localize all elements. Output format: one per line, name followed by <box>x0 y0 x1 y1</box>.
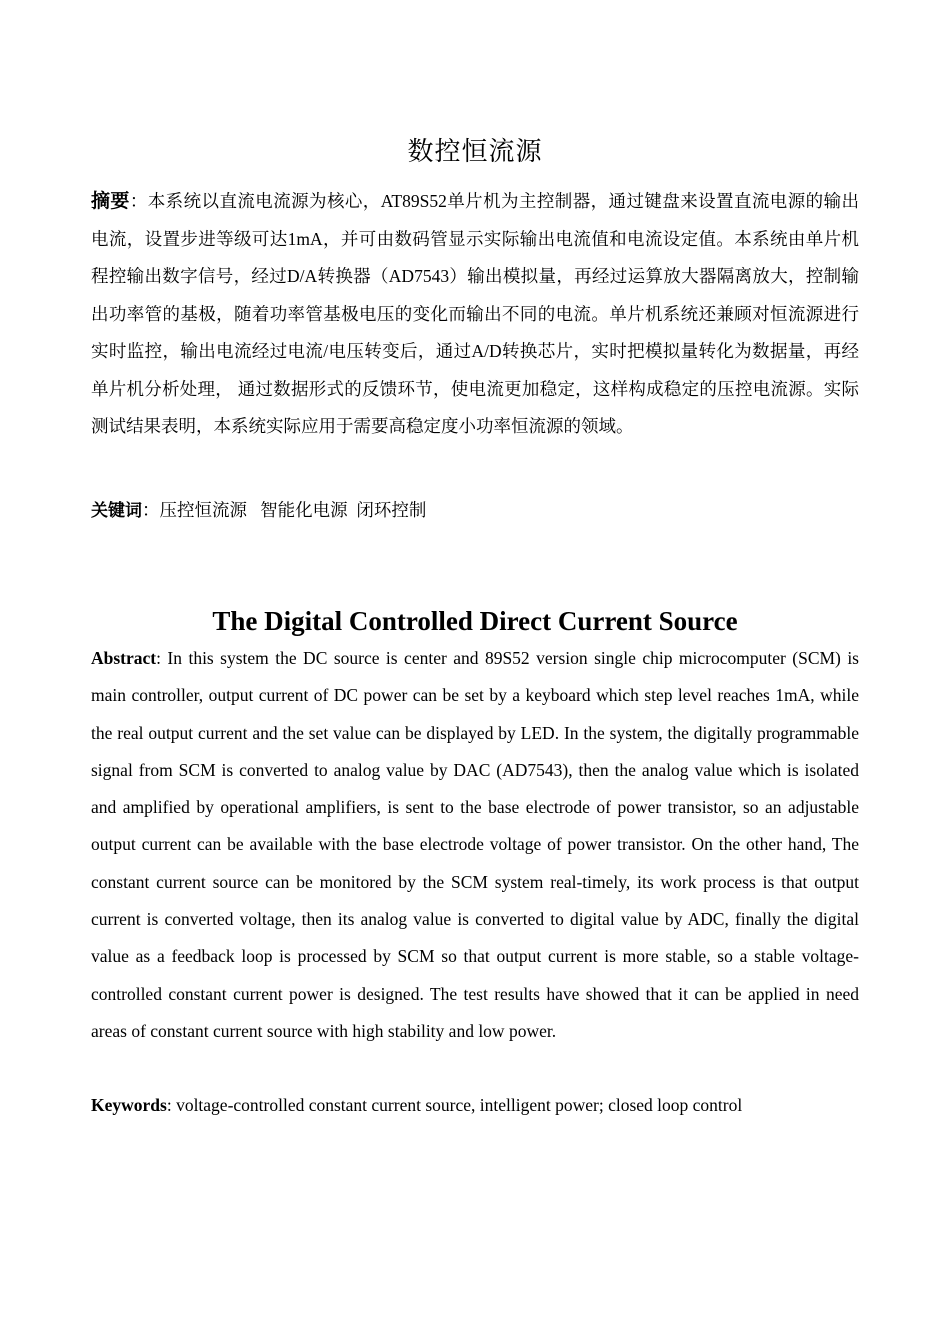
english-abstract-label: Abstract <box>91 648 157 668</box>
chinese-keywords-label: 关键词 <box>91 501 142 521</box>
chinese-abstract-text: 本系统以直流电流源为核心，AT89S52单片机为主控制器，通过键盘来设置直流电源的输出电流，设置步进等级可达1mA，并可由数码管显示实际输出电流值和电流设定值。本系统由单片机程控输出数字信号，经过D/A转换器（AD7543）输出模拟量，再经过运算放大器隔离放大，控制输出功率管的基极，随着功率管基极电压的变化而输出不同的电流。单片机系统还兼顾对恒流源进行实时监控，输出电流经过电流/电压转变后，通过A/D转换芯片，实时把模拟量转化为数据量，再经单片机分析处理， 通过数据形式的反馈环节，使电流更加稳定，这样构成稳定的压控电流源。实际测试结果表明，本系统实际应用于需要高稳定度小功率恒流源的领域。 <box>91 191 859 436</box>
chinese-keywords-colon: ： <box>142 500 160 520</box>
chinese-abstract-colon: ： <box>129 191 148 211</box>
chinese-abstract-label: 摘要 <box>91 190 130 212</box>
english-abstract-text: : In this system the DC source is center and 89S52 version single chip microcomputer (SCM) is main controller, output current of DC power can be set by a keyboard which step level reaches 1mA, while the real output current and the set value can be displayed by LED. In the system, the digitally programmable signal from SCM is converted to analog value by DAC (AD7543), then the analog value which is isolated and amplified by operational amplifiers, is sent to the base electrode of power transistor, so an adjustable output current can be available with the base electrode voltage of power transistor. On the other hand, The constant current source can be monitored by the SCM system real-timely, its work process is that output current is converted voltage, then its analog value is converted to digital value by ADC, finally the digital value as a feedback loop is processed by SCM so that output current is more stable, so a stable voltage-controlled constant current power is designed. The test results have showed that it can be applied in need areas of constant current source with high stability and low power. <box>91 648 859 1041</box>
english-keywords <box>91 1087 859 1123</box>
english-abstract <box>91 640 859 1050</box>
chinese-abstract <box>91 183 859 446</box>
english-keywords-label: Keywords <box>91 1095 167 1115</box>
english-keywords-text: : voltage-controlled constant current source, intelligent power; closed loop control <box>166 1095 743 1115</box>
chinese-keywords <box>91 492 859 529</box>
chinese-title: 数控恒流源 <box>407 137 543 167</box>
english-title: The Digital Controlled Direct Current Source <box>212 606 738 636</box>
chinese-keywords-text: 压控恒流源 智能化电源 闭环控制 <box>159 500 427 520</box>
